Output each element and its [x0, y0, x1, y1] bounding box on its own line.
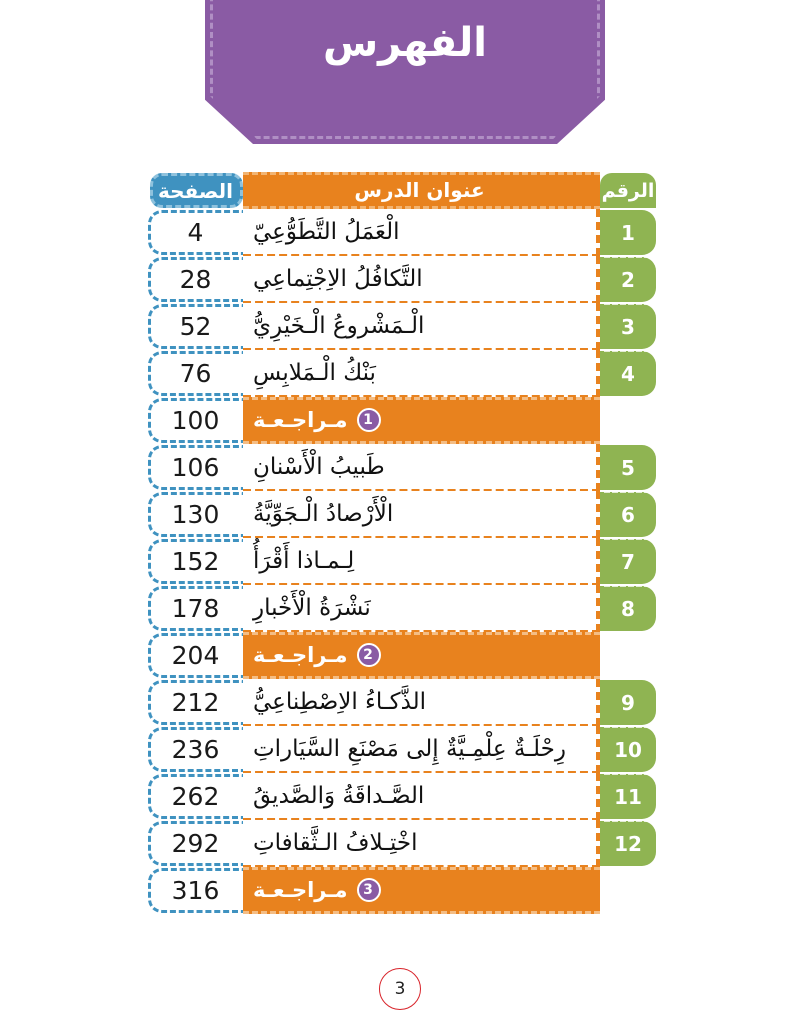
table-of-contents [148, 172, 656, 914]
cell-lesson-number [600, 867, 656, 914]
toc-review-row[interactable] [148, 632, 656, 679]
header-cell-title [243, 172, 600, 209]
cell-page [148, 491, 243, 538]
column-divider [596, 209, 600, 256]
page-number-value: 28 [179, 265, 212, 294]
number-cell-separator [604, 725, 650, 728]
cell-page [148, 867, 243, 914]
review-number-badge: 3 [357, 878, 381, 902]
page-title: الفهرس [322, 20, 487, 66]
review-number-badge: 2 [357, 643, 381, 667]
cell-page [148, 679, 243, 726]
page-number-value: 152 [171, 547, 220, 576]
cell-page [148, 444, 243, 491]
lesson-title-text: التَّكافُلُ الاِجْتِماعِي [253, 266, 423, 293]
column-divider [596, 726, 600, 773]
number-cell-separator [604, 537, 650, 540]
lesson-title-text: بَنْكُ الْـمَلابِسِ [253, 360, 376, 387]
cell-lesson-number [600, 256, 656, 303]
cell-lesson-number [600, 350, 656, 397]
page-number-value: 262 [171, 782, 220, 811]
column-divider [596, 444, 600, 491]
column-divider [596, 820, 600, 867]
lesson-title-text: الصَّـداقَةُ وَالصَّديقُ [253, 783, 425, 810]
lesson-title-text: طَبيبُ الْأَسْنانِ [253, 454, 385, 481]
column-divider [596, 538, 600, 585]
page-number-value: 130 [171, 500, 220, 529]
page-number-text: 3 [394, 979, 406, 999]
page-number-value: 292 [171, 829, 220, 858]
cell-page [148, 350, 243, 397]
number-cell-separator [604, 302, 650, 305]
lesson-title-text: نَشْرَةُ الْأَخْبارِ [253, 595, 371, 622]
number-cell-separator [604, 349, 650, 352]
toc-lesson-row[interactable] [148, 820, 656, 867]
cell-lesson-title [243, 773, 600, 820]
cell-lesson-title [243, 444, 600, 491]
cell-lesson-title [243, 350, 600, 397]
header-cell-number [600, 172, 656, 209]
cell-lesson-title [243, 585, 600, 632]
cell-lesson-title [243, 867, 600, 914]
cell-lesson-number [600, 585, 656, 632]
lesson-number-value: 6 [621, 502, 635, 527]
toc-lesson-row[interactable] [148, 256, 656, 303]
cell-lesson-number [600, 444, 656, 491]
lesson-number-value: 3 [621, 314, 635, 339]
lesson-number-value: 5 [621, 455, 635, 480]
column-divider [596, 773, 600, 820]
lesson-number-value: 9 [621, 690, 635, 715]
lesson-title-text: الْأَرْصادُ الْـجَوِّيَّةُ [253, 501, 394, 528]
lesson-number-value: 8 [621, 596, 635, 621]
cell-lesson-number [600, 773, 656, 820]
lesson-title-text: الْعَمَلُ التَّطَوُّعِيّ [253, 219, 400, 246]
number-cell-separator [604, 255, 650, 258]
cell-page [148, 209, 243, 256]
cell-page [148, 303, 243, 350]
toc-lesson-row[interactable] [148, 773, 656, 820]
lesson-number-value: 2 [621, 267, 635, 292]
number-cell-separator [604, 772, 650, 775]
cell-lesson-number [600, 632, 656, 679]
cell-lesson-title [243, 679, 600, 726]
cell-lesson-title [243, 820, 600, 867]
lesson-number-value: 12 [614, 831, 642, 856]
column-divider [596, 679, 600, 726]
column-divider [596, 256, 600, 303]
column-divider [596, 350, 600, 397]
cell-lesson-number [600, 397, 656, 444]
cell-lesson-title [243, 397, 600, 444]
column-divider [596, 303, 600, 350]
cell-page [148, 397, 243, 444]
cell-lesson-title [243, 726, 600, 773]
cell-page [148, 585, 243, 632]
lesson-title-text: اخْتِـلافُ الـثَّقافاتِ [253, 830, 418, 857]
cell-page [148, 820, 243, 867]
number-cell-separator [604, 584, 650, 587]
page-number-value: 212 [171, 688, 220, 717]
toc-lesson-row[interactable] [148, 726, 656, 773]
page-header-banner [205, 0, 605, 144]
page-number-value: 316 [171, 876, 220, 905]
toc-lesson-row[interactable] [148, 679, 656, 726]
page-number-value: 204 [171, 641, 220, 670]
lesson-title-text: الذَّكـاءُ الاِصْطِناعِيُّ [253, 689, 427, 716]
header-title-label: عنوان الدرس [354, 178, 485, 202]
lesson-title-text: الْـمَشْروعُ الْـخَيْرِيُّ [253, 313, 425, 340]
cell-lesson-title [243, 303, 600, 350]
cell-lesson-title [243, 256, 600, 303]
lesson-number-value: 10 [614, 737, 642, 762]
lesson-title-text: لِـمـاذا أَقْرَأُ [253, 548, 355, 575]
page-number-value: 178 [171, 594, 220, 623]
cell-lesson-number [600, 538, 656, 585]
lesson-title-text [253, 878, 381, 902]
toc-lesson-row[interactable] [148, 350, 656, 397]
page-number-value: 52 [179, 312, 212, 341]
lesson-number-value: 4 [621, 361, 635, 386]
cell-lesson-title [243, 209, 600, 256]
toc-header-row [148, 172, 656, 209]
cell-lesson-number [600, 491, 656, 538]
column-divider [596, 491, 600, 538]
toc-review-row[interactable] [148, 867, 656, 914]
cell-page [148, 773, 243, 820]
toc-lesson-row[interactable] [148, 303, 656, 350]
lesson-number-value: 7 [621, 549, 635, 574]
page-number-value: 106 [171, 453, 220, 482]
page-number-value: 76 [179, 359, 212, 388]
review-label: مـراجـعـة [253, 643, 348, 668]
cell-lesson-title [243, 538, 600, 585]
cell-page [148, 726, 243, 773]
lesson-title-text [253, 643, 381, 667]
toc-lesson-row[interactable] [148, 585, 656, 632]
lesson-number-value: 1 [621, 220, 635, 245]
lesson-title-text [253, 408, 381, 432]
toc-lesson-row[interactable] [148, 444, 656, 491]
review-number-badge: 1 [357, 408, 381, 432]
cell-page [148, 538, 243, 585]
toc-review-row[interactable] [148, 397, 656, 444]
cell-lesson-title [243, 491, 600, 538]
cell-lesson-number [600, 303, 656, 350]
toc-lesson-row[interactable] [148, 491, 656, 538]
cell-page [148, 632, 243, 679]
column-divider [596, 585, 600, 632]
cell-lesson-number [600, 209, 656, 256]
page-number-badge [379, 968, 421, 1010]
page-number-value: 236 [171, 735, 220, 764]
toc-lesson-row[interactable] [148, 209, 656, 256]
header-page-label: الصفحة [157, 178, 233, 203]
lesson-title-text: رِحْلَـةٌ عِلْمِـيَّةٌ إِلى مَصْنَعِ السَّيَاراتِ [253, 736, 566, 763]
header-number-label: الرقم [601, 179, 655, 202]
cell-lesson-number [600, 820, 656, 867]
toc-rows [148, 209, 656, 914]
number-cell-separator [604, 490, 650, 493]
number-cell-separator [604, 819, 650, 822]
cell-page [148, 256, 243, 303]
review-label: مـراجـعـة [253, 408, 348, 433]
page-number-value: 100 [171, 406, 220, 435]
lesson-number-value: 11 [614, 784, 642, 809]
cell-lesson-title [243, 632, 600, 679]
cell-lesson-number [600, 726, 656, 773]
toc-lesson-row[interactable] [148, 538, 656, 585]
header-cell-page [148, 172, 243, 209]
cell-lesson-number [600, 679, 656, 726]
review-label: مـراجـعـة [253, 878, 348, 903]
page-number-value: 4 [187, 218, 204, 247]
